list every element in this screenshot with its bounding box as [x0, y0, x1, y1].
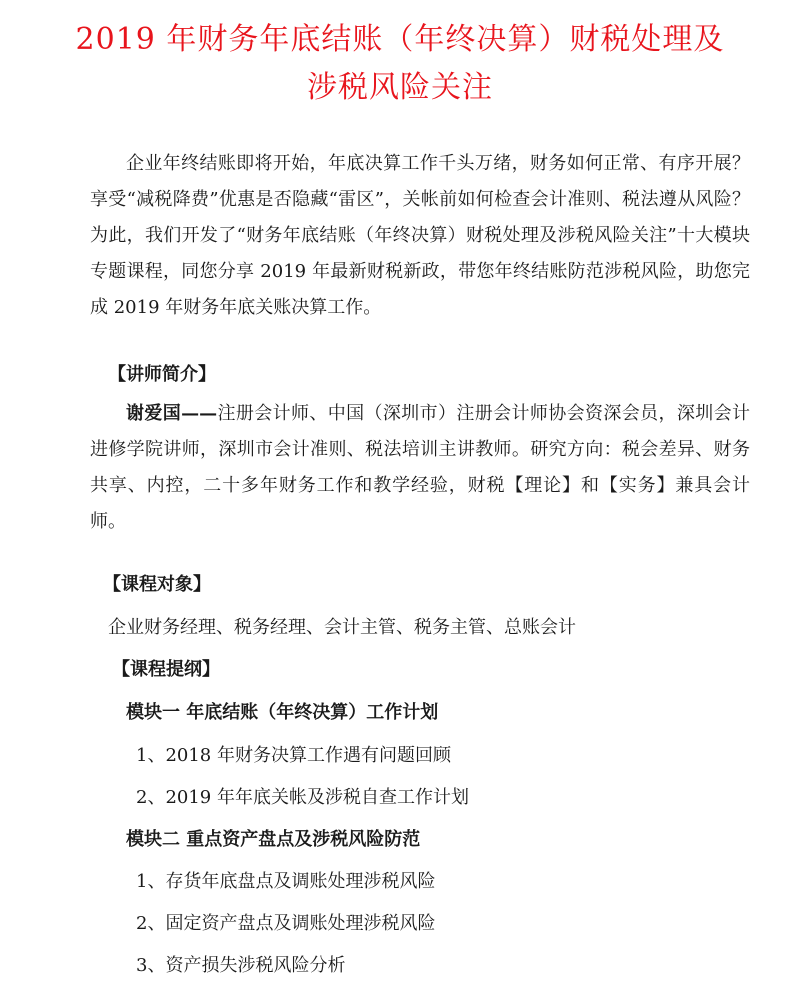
module-2-item-3: 3、资产损失涉税风险分析 — [136, 955, 346, 976]
instructor-bio: 注册会计师、中国（深圳市）注册会计师协会资深会员，深圳会计进修学院讲师，深圳市会计准则、税法培训主讲教师。研究方向：税会差异、财务共享、内控，二十多年财务工作和教学经验，财税【理论】和【实务】兼具会计师。 — [90, 403, 750, 532]
instructor-name: 谢爱国—— — [126, 403, 218, 424]
module-2-item-2: 2、固定资产盘点及调账处理涉税风险 — [136, 913, 436, 934]
module-1-title: 模块一 年底结账（年终决算）工作计划 — [126, 702, 439, 723]
audience-heading: 【课程对象】 — [103, 574, 211, 595]
module-2-title: 模块二 重点资产盘点及涉税风险防范 — [126, 829, 421, 850]
document-title-line-1: 2019 年财务年底结账（年终决算）财税处理及 — [75, 22, 725, 57]
module-2-item-1: 1、存货年底盘点及调账处理涉税风险 — [136, 871, 436, 892]
instructor-bio-paragraph — [90, 396, 750, 540]
audience-text: 企业财务经理、税务经理、会计主管、税务主管、总账会计 — [108, 617, 576, 638]
instructor-heading: 【讲师简介】 — [108, 364, 216, 385]
intro-paragraph: 企业年终结账即将开始，年底决算工作千头万绪，财务如何正常、有序开展？享受“减税降费”优惠是否隐藏“雷区”，关帐前如何检查会计准则、税法遵从风险？为此，我们开发了“财务年底结账（年终决算）财税处理及涉税风险关注”十大模块专题课程，同您分享 2019 年最新财税新政，带您年终结账防范涉税风险，助您完成 2019 年财务年底关账决算工作。 — [90, 153, 750, 318]
module-1-item-2: 2、2019 年年底关帐及涉税自查工作计划 — [136, 787, 469, 808]
module-1-item-1: 1、2018 年财务决算工作遇有问题回顾 — [136, 745, 451, 766]
document-title-line-2: 涉税风险关注 — [307, 70, 493, 105]
outline-heading: 【课程提纲】 — [112, 659, 220, 680]
